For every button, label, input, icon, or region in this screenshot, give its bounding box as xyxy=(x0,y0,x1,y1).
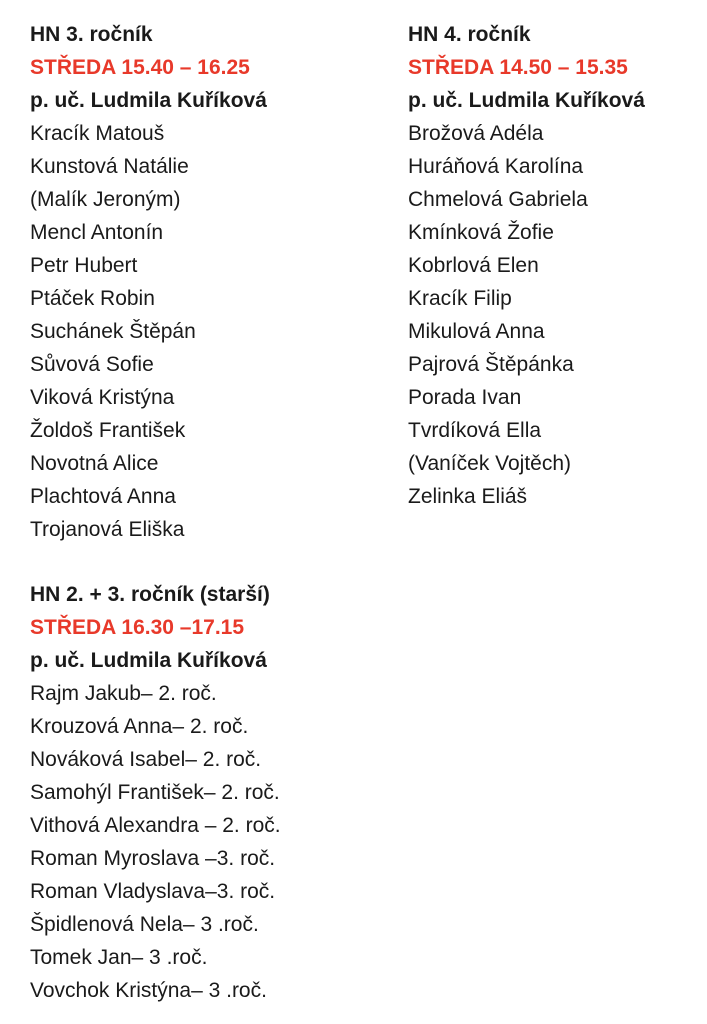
group-teacher: p. uč. Ludmila Kuříková xyxy=(408,89,645,112)
student-item: Novotná Alice xyxy=(30,452,159,475)
student-item: (Vaníček Vojtěch) xyxy=(408,452,572,475)
student-item: Kracík Matouš xyxy=(30,122,165,145)
student-item: Tomek Jan– 3 .roč. xyxy=(30,946,208,969)
student-item: Vithová Alexandra – 2. roč. xyxy=(30,814,281,837)
student-item: Kobrlová Elen xyxy=(408,254,539,277)
group-hn-2-3 xyxy=(30,578,281,1007)
student-item: Viková Kristýna xyxy=(30,386,175,409)
student-list xyxy=(30,117,267,546)
student-list xyxy=(30,677,281,1007)
student-item: Krouzová Anna– 2. roč. xyxy=(30,715,249,738)
student-item: Samohýl František– 2. roč. xyxy=(30,781,280,804)
student-item: Suchánek Štěpán xyxy=(30,320,196,343)
group-hn-3 xyxy=(30,18,267,546)
student-item: Mikulová Anna xyxy=(408,320,545,343)
group-title: HN 2. + 3. ročník (starší) xyxy=(30,583,270,606)
group-teacher: p. uč. Ludmila Kuříková xyxy=(30,649,267,672)
student-item: Špidlenová Nela– 3 .roč. xyxy=(30,913,259,936)
student-item: Petr Hubert xyxy=(30,254,138,277)
student-item: Mencl Antonín xyxy=(30,221,164,244)
group-time: STŘEDA 14.50 – 15.35 xyxy=(408,56,628,79)
group-title: HN 3. ročník xyxy=(30,23,153,46)
group-title: HN 4. ročník xyxy=(408,23,531,46)
student-list xyxy=(408,117,645,513)
student-item: Roman Myroslava –3. roč. xyxy=(30,847,276,870)
student-item: Nováková Isabel– 2. roč. xyxy=(30,748,262,771)
student-item: Ptáček Robin xyxy=(30,287,155,310)
student-item: Pajrová Štěpánka xyxy=(408,353,574,376)
student-item: Zelinka Eliáš xyxy=(408,485,528,508)
group-time: STŘEDA 16.30 –17.15 xyxy=(30,616,245,639)
student-item: Sůvová Sofie xyxy=(30,353,154,376)
student-item: Roman Vladyslava–3. roč. xyxy=(30,880,276,903)
student-item: Kracík Filip xyxy=(408,287,512,310)
student-item: Brožová Adéla xyxy=(408,122,544,145)
group-time: STŘEDA 15.40 – 16.25 xyxy=(30,56,250,79)
student-item: Trojanová Eliška xyxy=(30,518,185,541)
student-item: Vovchok Kristýna– 3 .roč. xyxy=(30,979,267,1002)
student-item: Rajm Jakub– 2. roč. xyxy=(30,682,217,705)
student-item: Porada Ivan xyxy=(408,386,522,409)
group-teacher: p. uč. Ludmila Kuříková xyxy=(30,89,267,112)
student-item: Kmínková Žofie xyxy=(408,221,554,244)
group-hn-4 xyxy=(408,18,645,513)
student-item: Žoldoš František xyxy=(30,419,186,442)
student-item: Plachtová Anna xyxy=(30,485,176,508)
student-item: (Malík Jeroným) xyxy=(30,188,181,211)
student-item: Kunstová Natálie xyxy=(30,155,189,178)
student-item: Chmelová Gabriela xyxy=(408,188,588,211)
student-item: Tvrdíková Ella xyxy=(408,419,542,442)
student-item: Huráňová Karolína xyxy=(408,155,584,178)
